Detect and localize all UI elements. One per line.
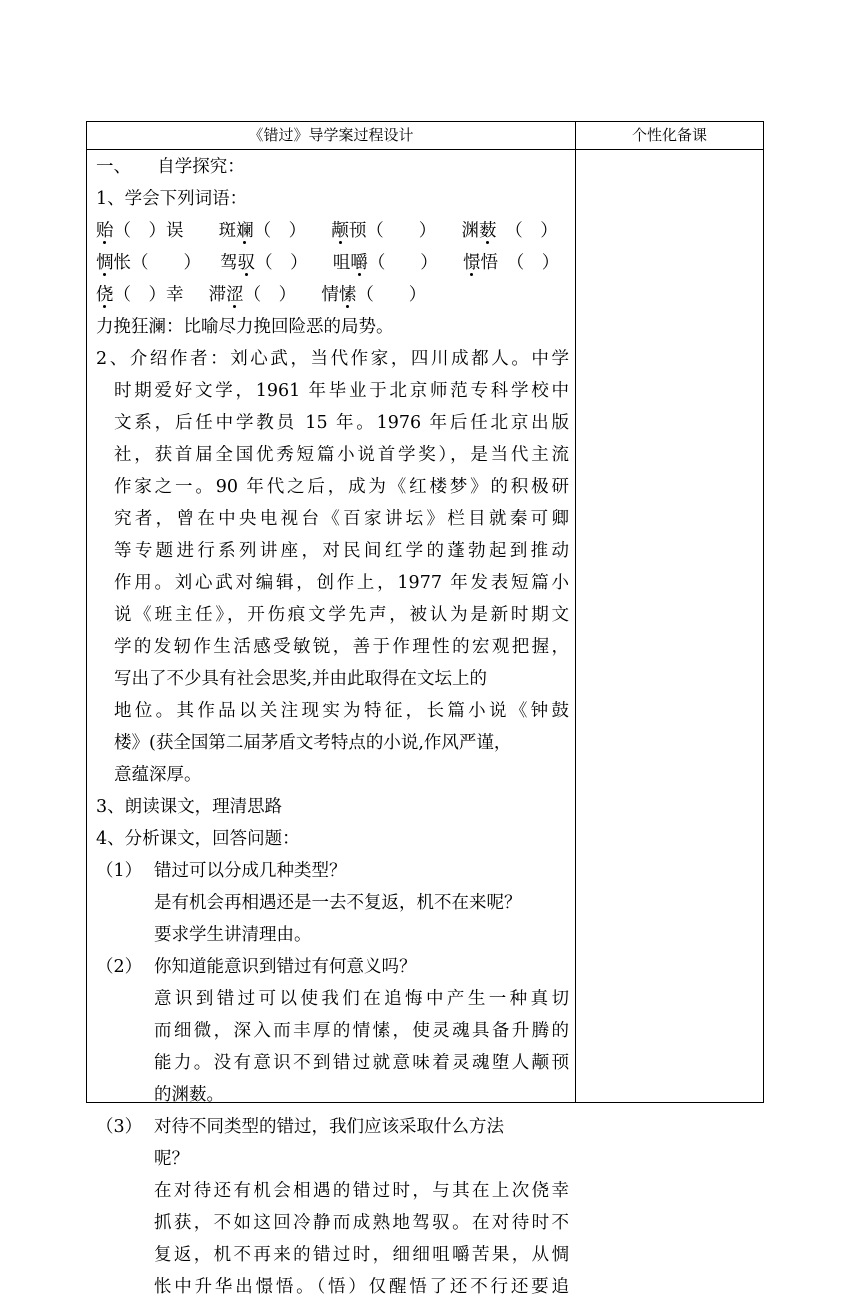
read-text-step: 3、朗读课文，理清思路	[96, 797, 283, 817]
vocab-item: 惆怅（ ）	[96, 253, 201, 273]
answer-line: 是有机会再相遇还是一去不复返，机不在来呢？	[154, 893, 522, 913]
vocab-item: 驾驭（ ）	[220, 253, 308, 273]
vocab-title: 1、学会下列词语：	[96, 189, 248, 209]
author-line: 说《班主任》，开伤痕文学先声，被认为是新时期文	[114, 605, 569, 625]
vocab-item: 斑斓（ ）	[218, 221, 307, 241]
vocab-item: 咀嚼（ ）	[332, 253, 438, 273]
answer-line: 怅中升华出憬悟。（悟）仅醒悟了还不行还要追	[154, 1277, 569, 1297]
vocab-item: 颟顸（ ）	[331, 221, 437, 241]
author-line: 2、介绍作者：刘心武，当代作家，四川成都人。中学	[96, 349, 569, 369]
question-2	[96, 951, 569, 983]
question-text-continued: 呢？	[154, 1149, 189, 1169]
question-number: （2）	[96, 957, 143, 977]
table-header-process-design: 《错过》导学案过程设计	[248, 126, 414, 144]
idiom-definition: 力挽狂澜：比喻尽力挽回险恶的局势。	[96, 317, 394, 337]
question-text: 你知道能意识到错过有何意义吗？	[154, 957, 417, 977]
table-header-personal-prep: 个性化备课	[631, 126, 707, 144]
section-heading: 一、 自学探究：	[96, 157, 245, 177]
vocab-row	[96, 215, 569, 247]
author-line: 作家之一。90 年代之后，成为《红楼梦》的积极研	[114, 477, 569, 497]
header-divider	[87, 149, 763, 150]
vocab-row	[96, 279, 569, 311]
vocab-row	[96, 247, 569, 279]
question-1	[96, 855, 569, 887]
answer-line: 的渊薮。	[154, 1085, 224, 1105]
vocab-item: 憬悟 （ ）	[462, 253, 560, 273]
answer-line: 能力。没有意识不到错过就意味着灵魂堕人颟顸	[154, 1053, 569, 1073]
author-line: 等专题进行系列讲座，对民间红学的蓬勃起到推动	[114, 541, 569, 561]
question-3	[96, 1111, 569, 1143]
question-number: （3）	[96, 1117, 143, 1137]
question-text: 错过可以分成几种类型？	[154, 861, 347, 881]
author-line: 作用。刘心武对编辑，创作上，1977 年发表短篇小	[114, 573, 569, 593]
answer-line: 意识到错过可以使我们在追悔中产生一种真切	[154, 989, 569, 1009]
process-design-content	[96, 151, 569, 1303]
answer-line: 要求学生讲清理由。	[154, 925, 312, 945]
vocab-item: 渊薮 （ ）	[461, 221, 558, 241]
vocab-item: 侥（ ）幸	[96, 285, 184, 305]
author-line: 学的发轫作生活感受敏锐，善于作理性的宏观把握，	[114, 637, 569, 657]
vocab-item: 滞涩（ ）	[208, 285, 297, 305]
author-line: 写出了不少具有社会思奖,并由此取得在文坛上的	[114, 669, 488, 689]
vocab-item: 贻（ ）误	[96, 221, 184, 241]
author-line: 意蕴深厚。	[114, 765, 202, 785]
column-divider	[575, 122, 576, 1102]
author-line: 文系，后任中学教员 15 年。1976 年后任北京出版	[114, 413, 569, 433]
author-line: 楼》(获全国第二届茅盾文考特点的小说,作风严谨，	[114, 733, 512, 753]
author-line: 究者，曾在中央电视台《百家讲坛》栏目就秦可卿	[114, 509, 569, 529]
answer-line: 复返，机不再来的错过时，细细咀嚼苦果，从惆	[154, 1245, 569, 1265]
analysis-step: 4、分析课文，回答问题：	[96, 829, 300, 849]
answer-line: 在对待还有机会相遇的错过时，与其在上次侥幸	[154, 1181, 569, 1201]
answer-line: 抓获，不如这回冷静而成熟地驾驭。在对待时不	[154, 1213, 569, 1233]
author-line: 地位。其作品以关注现实为特征，长篇小说《钟鼓	[114, 701, 569, 721]
question-number: （1）	[96, 861, 143, 881]
lesson-plan-table	[86, 121, 764, 1297]
author-line: 时期爱好文学，1961 年毕业于北京师范专科学校中	[114, 381, 569, 401]
question-text: 对待不同类型的错过，我们应该采取什么方法	[154, 1117, 504, 1137]
author-line: 社，获首届全国优秀短篇小说首学奖），是当代主流	[114, 445, 569, 465]
answer-line: 而细微，深入而丰厚的情愫，使灵魂具备升腾的	[154, 1021, 569, 1041]
vocab-item: 情愫（ ）	[321, 285, 427, 305]
